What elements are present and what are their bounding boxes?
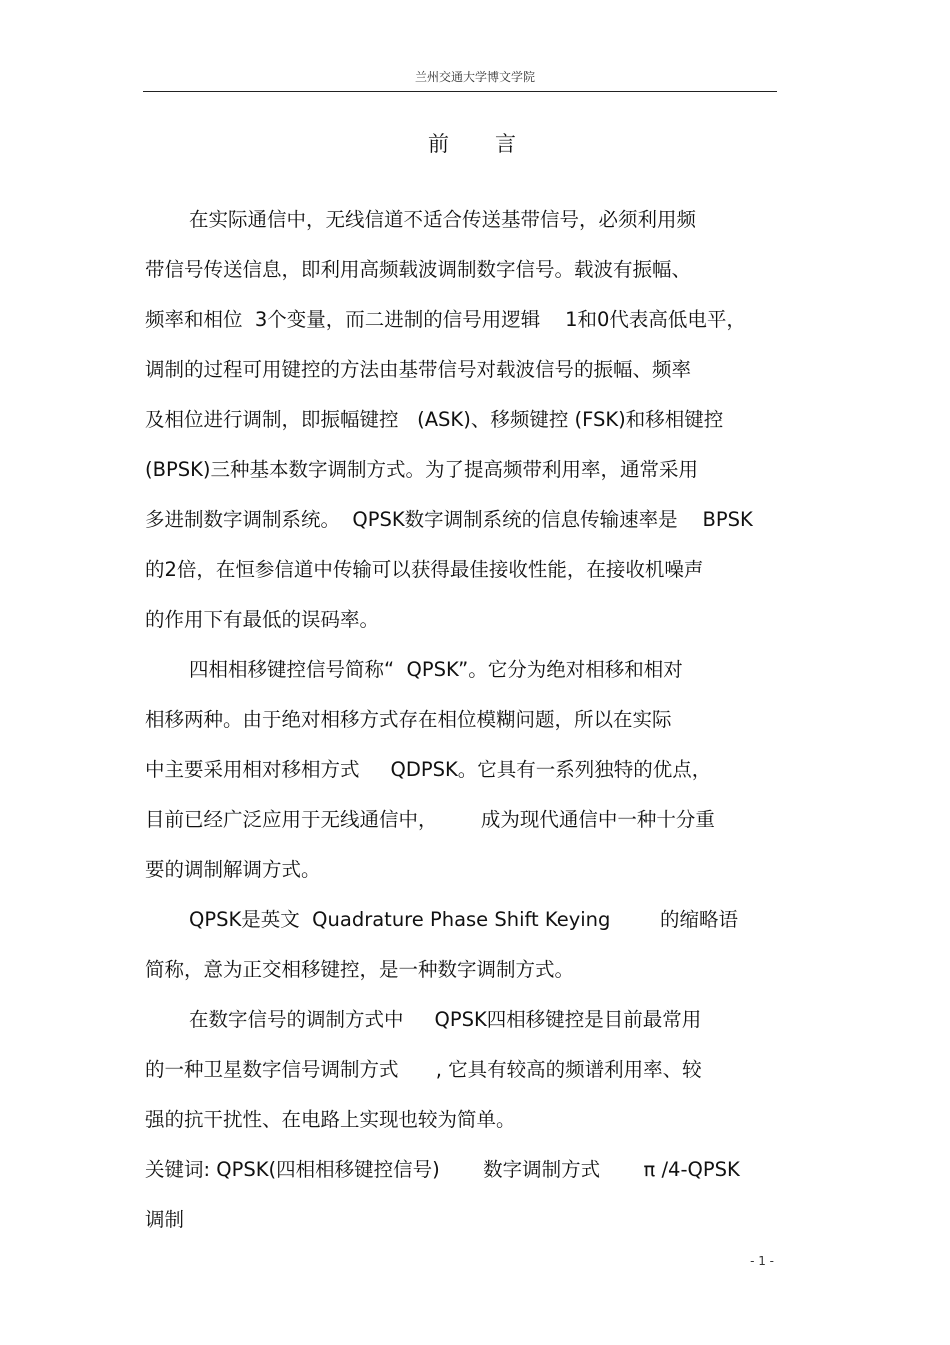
paragraph-line: 带信号传送信息，即利用高频载波调制数字信号。载波有振幅、 xyxy=(145,258,692,281)
header-rule xyxy=(143,91,777,92)
paragraph-line: QPSK是英文 Quadrature Phase Shift Keying 的缩略语 xyxy=(189,908,738,931)
title-char-2: 言 xyxy=(495,132,522,156)
keywords-line: 调制 xyxy=(145,1208,185,1231)
paragraph-line: 在实际通信中，无线信道不适合传送基带信号，必须利用频 xyxy=(189,208,697,231)
paragraph-line: 多进制数字调制系统。 QPSK数字调制系统的信息传输速率是 BPSK xyxy=(145,508,753,531)
paragraph-line: 简称，意为正交相移键控，是一种数字调制方式。 xyxy=(145,958,575,981)
paragraph-line: 强的抗干扰性、在电路上实现也较为简单。 xyxy=(145,1108,516,1131)
paragraph-line: 的2倍，在恒参信道中传输可以获得最佳接收性能，在接收机噪声 xyxy=(145,558,704,581)
paragraph-line: 的作用下有最低的误码率。 xyxy=(145,608,380,631)
paragraph-line: 四相相移键控信号简称“ QPSK”。它分为绝对相移和相对 xyxy=(189,658,683,681)
paragraph-line: 相移两种。由于绝对相移方式存在相位模糊问题，所以在实际 xyxy=(145,708,672,731)
title-char-1: 前 xyxy=(428,132,455,156)
paragraph-line: 目前已经广泛应用于无线通信中， 成为现代通信中一种十分重 xyxy=(145,808,715,831)
paragraph-line: 要的调制解调方式。 xyxy=(145,858,321,881)
paragraph-line: (BPSK)三种基本数字调制方式。为了提高频带利用率，通常采用 xyxy=(145,458,699,481)
paragraph-line: 频率和相位 3个变量，而二进制的信号用逻辑 1和0代表高低电平， xyxy=(145,308,746,331)
paragraph-line: 在数字信号的调制方式中 QPSK四相移键控是目前最常用 xyxy=(189,1008,702,1031)
paragraph-line: 的一种卫星数字信号调制方式 , 它具有较高的频谱利用率、较 xyxy=(145,1058,702,1081)
paragraph-line: 及相位进行调制，即振幅键控 (ASK)、移频键控 (FSK)和移相键控 xyxy=(145,408,724,431)
paragraph-line: 调制的过程可用键控的方法由基带信号对载波信号的振幅、频率 xyxy=(145,358,692,381)
page-number: - 1 - xyxy=(750,1254,774,1268)
paragraph-line: 中主要采用相对移相方式 QDPSK。它具有一系列独特的优点， xyxy=(145,758,712,781)
page-header: 兰州交通大学博文学院 xyxy=(414,70,535,84)
section-title xyxy=(0,128,950,158)
keywords-line: 关键词: QPSK(四相相移键控信号) 数字调制方式 π /4-QPSK xyxy=(145,1158,740,1181)
